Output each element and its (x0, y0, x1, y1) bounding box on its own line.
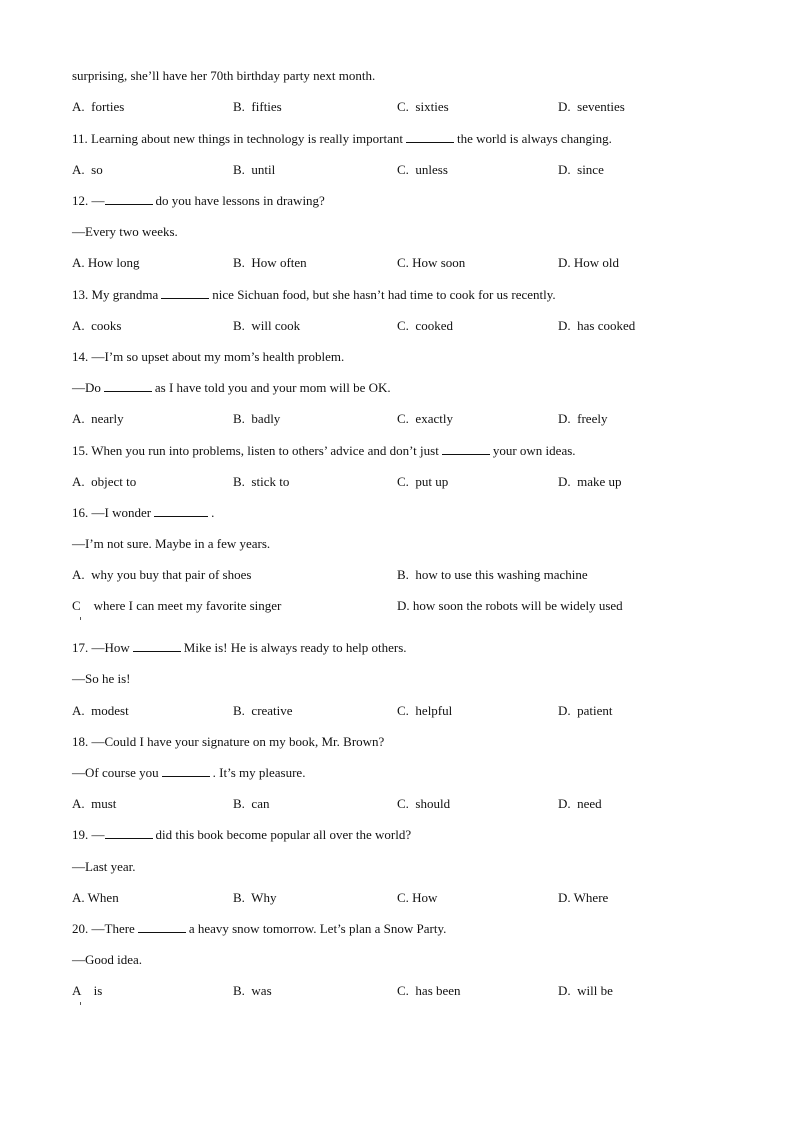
option-c: C. How (397, 890, 438, 905)
question-15-options (72, 474, 732, 490)
question-18-options (72, 796, 732, 812)
question-11-stem: 11. Learning about new things in technology is really important the world is always changing. (72, 131, 612, 146)
option-d: D. how soon the robots will be widely used (397, 598, 623, 613)
option-c: C. cooked (397, 318, 453, 333)
answer-blank (138, 921, 186, 933)
option-b: B. Why (233, 890, 277, 905)
question-12-options (72, 255, 732, 271)
option-c: C. should (397, 796, 451, 811)
answer-blank (162, 765, 210, 777)
option-a: A is (72, 983, 103, 998)
option-d: D. need (558, 796, 602, 811)
option-c: C. put up (397, 474, 449, 489)
question-19-reply: —Last year. (72, 859, 136, 874)
option-b: B. will cook (233, 318, 301, 333)
option-a: A. so (72, 162, 103, 177)
question-12-reply: —Every two weeks. (72, 224, 178, 239)
option-d: D. patient (558, 703, 613, 718)
option-a: A. forties (72, 99, 125, 114)
question-14-reply: —Do as I have told you and your mom will be OK. (72, 380, 391, 395)
question-16-stem: 16. —I wonder . (72, 505, 215, 520)
answer-blank (161, 287, 209, 299)
option-c: C. How soon (397, 255, 466, 270)
option-b: B. fifties (233, 99, 282, 114)
answer-blank (442, 443, 490, 455)
option-d: D. freely (558, 411, 608, 426)
option-a: A. When (72, 890, 119, 905)
question-20-reply: —Good idea. (72, 952, 143, 967)
option-b: B. creative (233, 703, 293, 718)
option-b: B. was (233, 983, 272, 998)
option-d: D. since (558, 162, 604, 177)
question-17-stem: 17. —How Mike is! He is always ready to help others. (72, 640, 407, 655)
question-10-stem-tail: surprising, she’ll have her 70th birthday party next month. (72, 68, 376, 83)
option-b: B. badly (233, 411, 281, 426)
option-c: C. exactly (397, 411, 453, 426)
question-18-reply: —Of course you . It’s my pleasure. (72, 765, 306, 780)
answer-blank (104, 380, 152, 392)
option-a: A. object to (72, 474, 137, 489)
option-b: B. stick to (233, 474, 290, 489)
option-d: D. will be (558, 983, 613, 998)
question-20-stem: 20. —There a heavy snow tomorrow. Let’s plan a Snow Party. (72, 921, 447, 936)
option-a: A. nearly (72, 411, 124, 426)
answer-blank (154, 505, 208, 517)
question-17-reply: —So he is! (72, 671, 131, 686)
question-15-stem: 15. When you run into problems, listen to others’ advice and don’t just your own ideas. (72, 443, 576, 458)
option-d: D. Where (558, 890, 609, 905)
stray-mark (80, 617, 81, 620)
option-a: A. must (72, 796, 117, 811)
option-a: A. cooks (72, 318, 122, 333)
option-b: B. until (233, 162, 276, 177)
option-b: B. how to use this washing machine (397, 567, 588, 582)
option-d: D. make up (558, 474, 622, 489)
question-20-options (72, 983, 732, 999)
option-c: C. helpful (397, 703, 453, 718)
question-13-stem: 13. My grandma nice Sichuan food, but she hasn’t had time to cook for us recently. (72, 287, 556, 302)
option-b: B. can (233, 796, 270, 811)
question-11-options (72, 162, 732, 178)
option-a: A. How long (72, 255, 140, 270)
question-18-stem: 18. —Could I have your signature on my book, Mr. Brown? (72, 734, 385, 749)
question-10-options (72, 99, 732, 115)
option-c: C. has been (397, 983, 461, 998)
question-14-options (72, 411, 732, 427)
question-19-options (72, 890, 732, 906)
option-c: C where I can meet my favorite singer (72, 598, 282, 613)
answer-blank (406, 131, 454, 143)
option-b: B. How often (233, 255, 307, 270)
option-a: A. modest (72, 703, 129, 718)
question-16-options-row-1 (72, 567, 732, 583)
question-12-stem: 12. — do you have lessons in drawing? (72, 193, 325, 208)
stray-mark (80, 1002, 81, 1005)
question-13-options (72, 318, 732, 334)
option-d: D. seventies (558, 99, 625, 114)
question-17-options (72, 703, 732, 719)
question-16-reply: —I’m not sure. Maybe in a few years. (72, 536, 271, 551)
option-d: D. How old (558, 255, 620, 270)
answer-blank (133, 640, 181, 652)
question-16-options-row-2 (72, 598, 732, 614)
answer-blank (105, 827, 153, 839)
option-a: A. why you buy that pair of shoes (72, 567, 252, 582)
answer-blank (105, 193, 153, 205)
option-c: C. unless (397, 162, 448, 177)
question-19-stem: 19. — did this book become popular all over the world? (72, 827, 412, 842)
question-14-stem: 14. —I’m so upset about my mom’s health problem. (72, 349, 345, 364)
option-d: D. has cooked (558, 318, 636, 333)
option-c: C. sixties (397, 99, 449, 114)
